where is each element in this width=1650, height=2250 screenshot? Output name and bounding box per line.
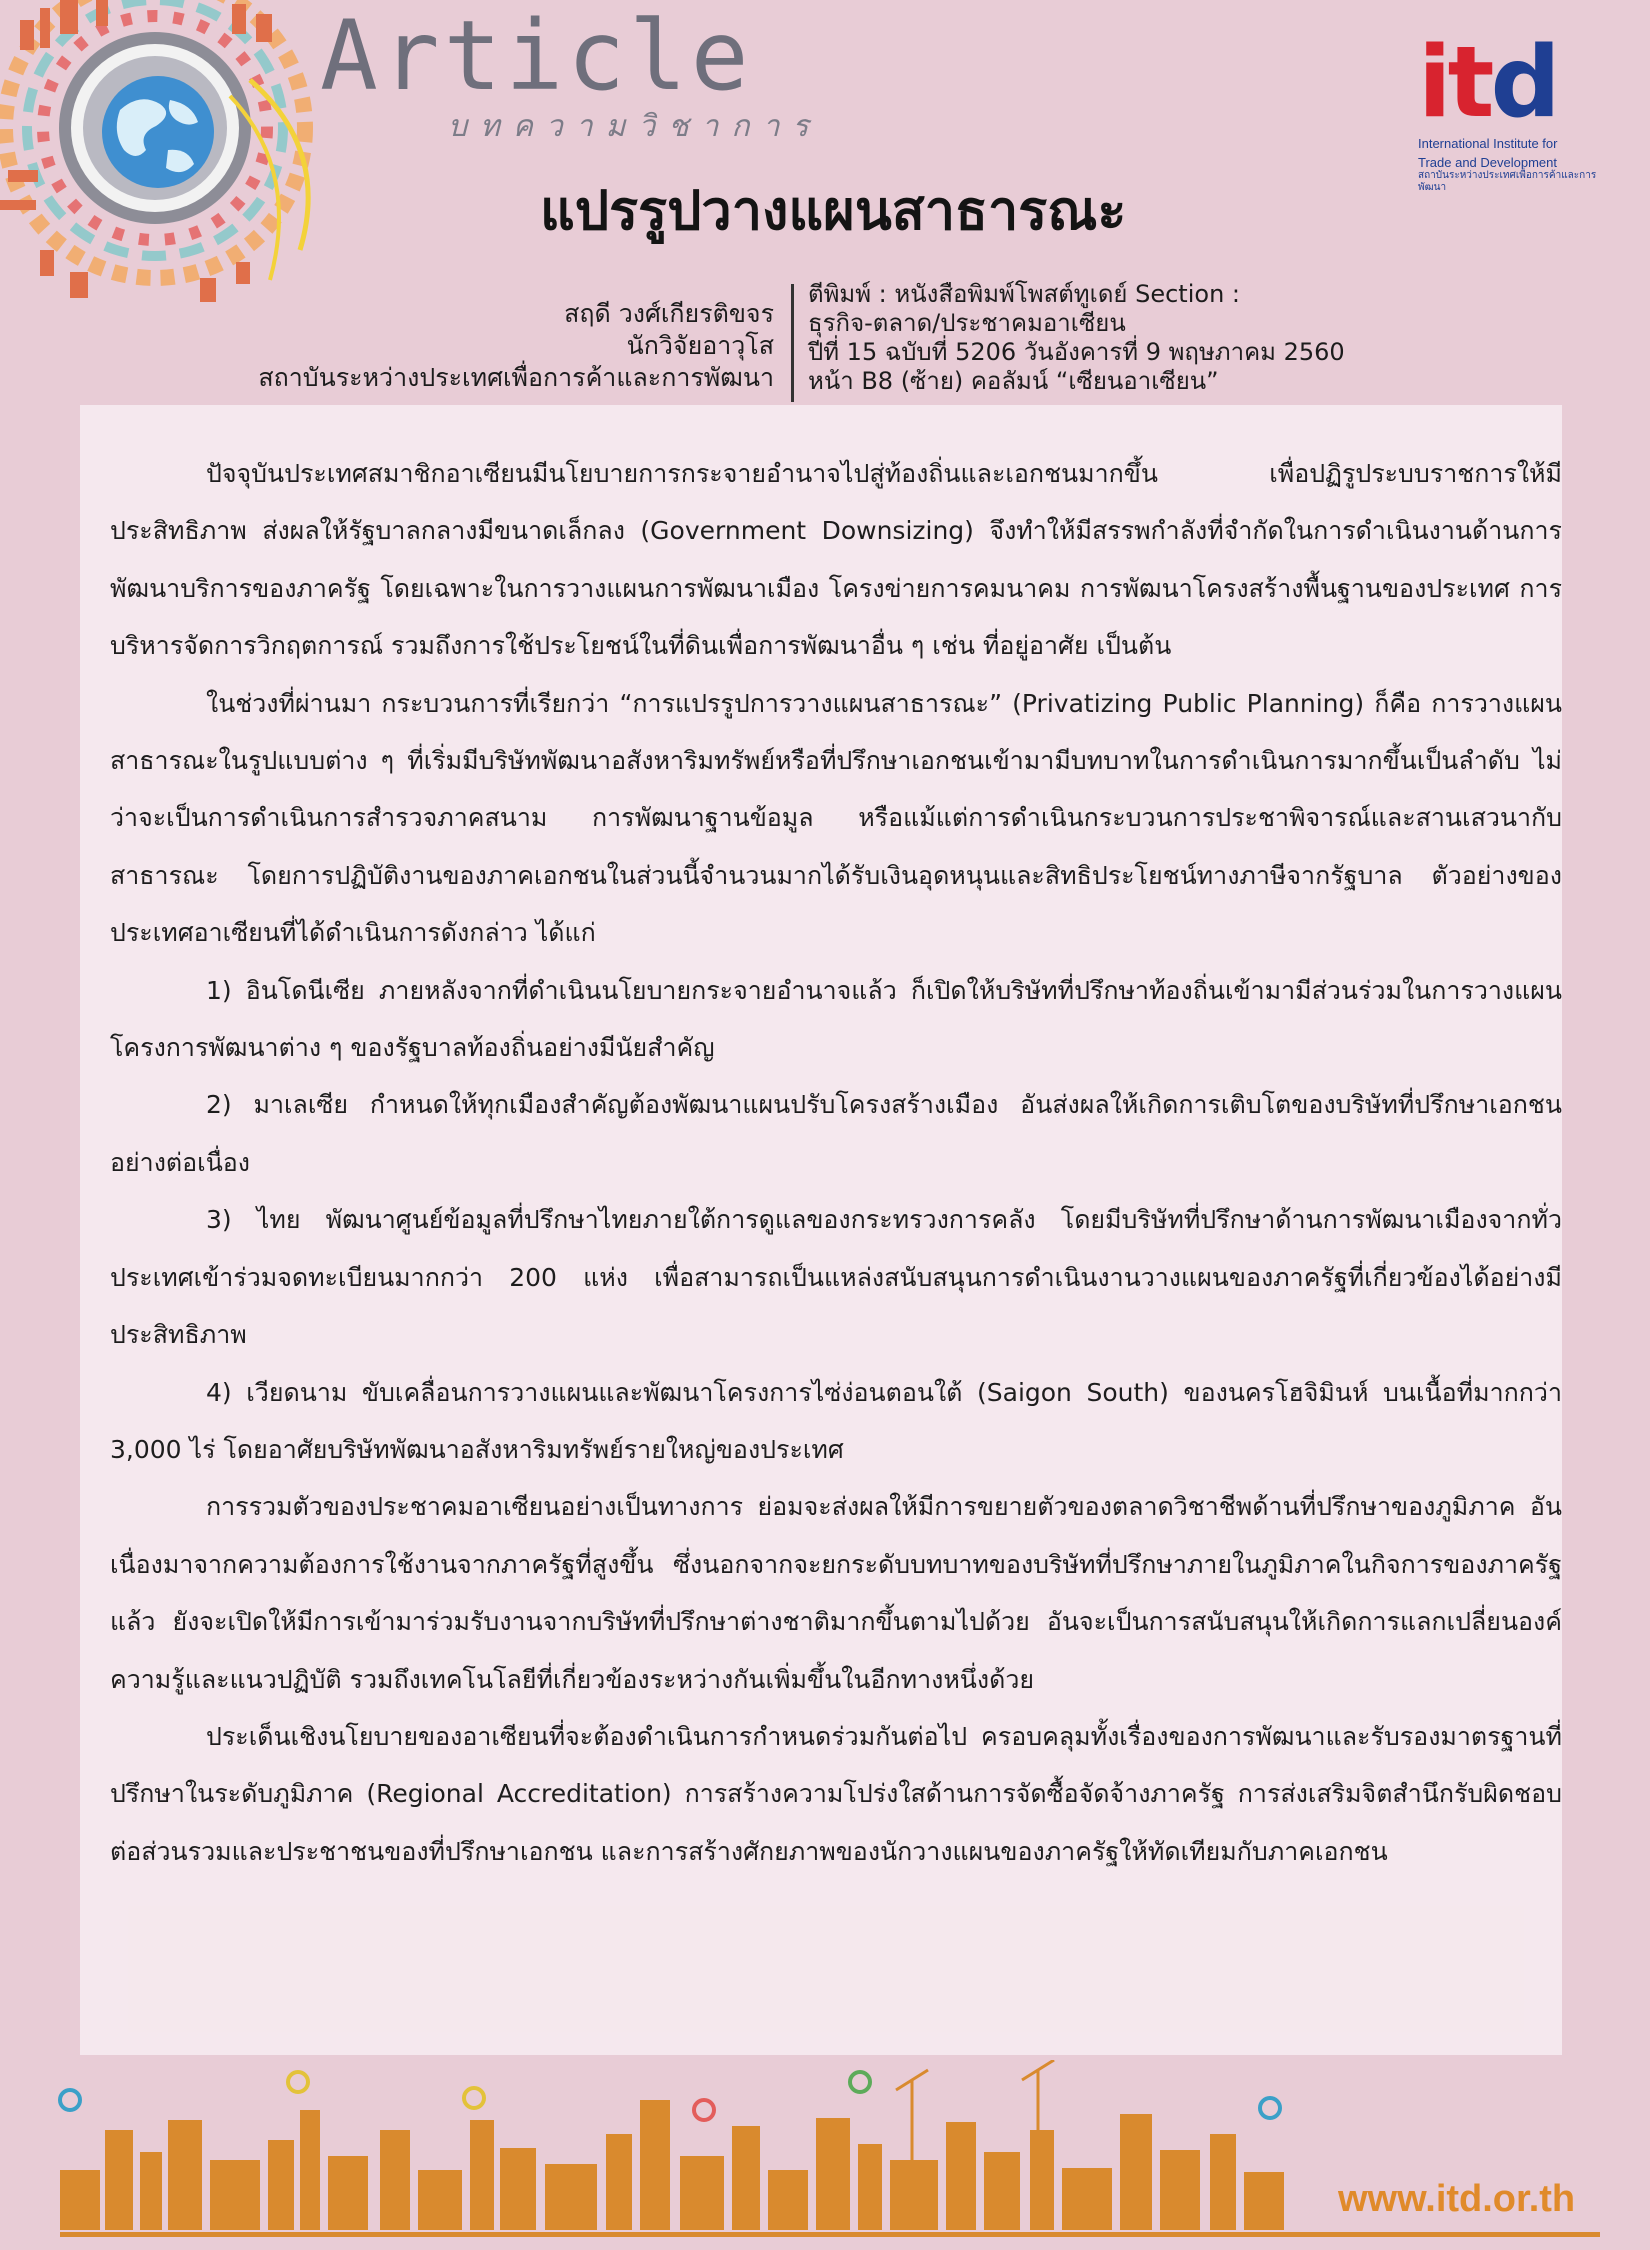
- publication-line-2: ธุรกิจ-ตลาด/ประชาคมอาเซียน: [808, 309, 1126, 337]
- publication-line-4: หน้า B8 (ซ้าย) คอลัมน์ “เซียนอาเซียน”: [808, 367, 1219, 395]
- article-body: [110, 445, 1562, 1880]
- body-paragraph: 3) ไทย พัฒนาศูนย์ข้อมูลที่ปรึกษาไทยภายใต้การดูแลของกระทรวงการคลัง โดยมีบริษัทที่ปรึกษาด้านการพัฒนาเมืองจากทั่วประเทศเข้าร่วมจดทะเบียนมากกว่า 200 แห่ง เพื่อสามารถเป็นแหล่งสนับสนุนการดำเนินงานวางแผนของภาครัฐที่เกี่ยวข้องได้อย่างมีประสิทธิภาพ: [110, 1205, 1562, 1350]
- body-paragraph: ประเด็นเชิงนโยบายของอาเซียนที่จะต้องดำเนินการกำหนดร่วมกันต่อไป ครอบคลุมทั้งเรื่องของการพัฒนาและรับรองมาตรฐานที่ปรึกษาในระดับภูมิภาค (Regional Accreditation) การสร้างความโปร่งใสด้านการจัดซื้อจัดจ้างภาครัฐ การส่งเสริมจิตสำนึกรับผิดชอบต่อส่วนรวมและประชาชนของที่ปรึกษาเอกชน และการสร้างศักยภาพของนักวางแผนของภาครัฐให้ทัดเทียมกับภาคเอกชน: [110, 1721, 1562, 1866]
- globe-icon: [102, 76, 214, 188]
- body-paragraph: ปัจจุบันประเทศสมาชิกอาเซียนมีนโยบายการกระจายอำนาจไปสู่ท้องถิ่นและเอกชนมากขึ้น เพื่อปฏิรูประบบราชการให้มีประสิทธิภาพ ส่งผลให้รัฐบาลกลางมีขนาดเล็กลง (Government Downsizing) จึงทำให้มีสรรพกำลังที่จำกัดในการดำเนินงานด้านการพัฒนาบริการของภาครัฐ โดยเฉพาะในการวางแผนการพัฒนาเมือง โครงข่ายการคมนาคม การพัฒนาโครงสร้างพื้นฐานของประเทศ การบริหารจัดการวิกฤตการณ์ รวมถึงการใช้ประโยชน์ในที่ดินเพื่อการพัฒนาอื่น ๆ เช่น ที่อยู่อาศัย เป็นต้น: [110, 459, 1562, 661]
- itd-logo: [1418, 26, 1618, 194]
- logo-name-line1: International Institute for: [1418, 136, 1558, 151]
- author-byline: [258, 298, 774, 394]
- byline-divider: [791, 284, 794, 402]
- logo-name-line2: Trade and Development: [1418, 155, 1557, 170]
- publication-line-3: ปีที่ 15 ฉบับที่ 5206 วันอังคารที่ 9 พฤษภาคม 2560: [808, 338, 1345, 366]
- body-paragraph: 4) เวียดนาม ขับเคลื่อนการวางแผนและพัฒนาโครงการไซ่ง่อนตอนใต้ (Saigon South) ของนครโฮจิมินห์ บนเนื้อที่มากกว่า 3,000 ไร่ โดยอาศัยบริษัทพัฒนาอสังหาริมทรัพย์รายใหญ่ของประเทศ: [110, 1377, 1562, 1464]
- author-position: นักวิจัยอาวุโส: [626, 331, 774, 360]
- logo-name-thai: สถาบันระหว่างประเทศเพื่อการค้าและการพัฒนา: [1418, 170, 1597, 193]
- body-paragraph: 2) มาเลเซีย กำหนดให้ทุกเมืองสำคัญต้องพัฒนาแผนปรับโครงสร้างเมือง อันส่งผลให้เกิดการเติบโตของบริษัทที่ปรึกษาเอกชนอย่างต่อเนื่อง: [110, 1090, 1562, 1177]
- article-subheading-art: บทความวิชาการ: [448, 109, 822, 144]
- author-name: สฤดี วงศ์เกียรติขจร: [564, 299, 774, 328]
- article-heading-art: Article: [320, 0, 753, 112]
- publication-info: [808, 280, 1345, 396]
- footer-url: www.itd.or.th: [1338, 2178, 1576, 2220]
- body-paragraph: การรวมตัวของประชาคมอาเซียนอย่างเป็นทางการ ย่อมจะส่งผลให้มีการขยายตัวของตลาดวิชาชีพด้านที่ปรึกษาของภูมิภาค อันเนื่องมาจากความต้องการใช้งานจากภาครัฐที่สูงขึ้น ซึ่งนอกจากจะยกระดับบทบาทของบริษัทที่ปรึกษาภายในภูมิภาคในกิจการของภาครัฐแล้ว ยังจะเปิดให้มีการเข้ามาร่วมรับงานจากบริษัทที่ปรึกษาต่างชาติมากขึ้นตามไปด้วย อันจะเป็นการสนับสนุนให้เกิดการแลกเปลี่ยนองค์ความรู้และแนวปฏิบัติ รวมถึงเทคโนโลยีที่เกี่ยวข้องระหว่างกันเพิ่มขึ้นในอีกทางหนึ่งด้วย: [110, 1492, 1562, 1694]
- logo-mark: itd: [1418, 26, 1557, 140]
- body-paragraph: ในช่วงที่ผ่านมา กระบวนการที่เรียกว่า “การแปรรูปการวางแผนสาธารณะ” (Privatizing Public Planning) ก็คือ การวางแผนสาธารณะในรูปแบบต่าง ๆ ที่เริ่มมีบริษัทพัฒนาอสังหาริมทรัพย์หรือที่ปรึกษาเอกชนเข้ามามีบทบาทในการดำเนินการมากขึ้นเป็นลำดับ ไม่ว่าจะเป็นการดำเนินการสำรวจภาคสนาม การพัฒนาฐานข้อมูล หรือแม้แต่การดำเนินกระบวนการประชาพิจารณ์และสานเสวนากับสาธารณะ โดยการปฏิบัติงานของภาคเอกชนในส่วนนี้จำนวนมากได้รับเงินอุดหนุนและสิทธิประโยชน์ทางภาษีจากรัฐบาล ตัวอย่างของประเทศอาเซียนที่ได้ดำเนินการดังกล่าว ได้แก่: [110, 688, 1562, 948]
- footer-skyline-artwork: [0, 2060, 1650, 2250]
- footer-buildings: [60, 2100, 1284, 2230]
- body-paragraph: 1) อินโดนีเซีย ภายหลังจากที่ดำเนินนโยบายกระจายอำนาจแล้ว ก็เปิดให้บริษัทที่ปรึกษาท้องถิ่นเข้ามามีส่วนร่วมในการวางแผนโครงการพัฒนาต่าง ๆ ของรัฐบาลท้องถิ่นอย่างมีนัยสำคัญ: [110, 975, 1562, 1063]
- footer-baseline: [60, 2232, 1600, 2237]
- author-organization: สถาบันระหว่างประเทศเพื่อการค้าและการพัฒนา: [258, 363, 774, 392]
- publication-line-1: ตีพิมพ์ : หนังสือพิมพ์โพสต์ทูเดย์ Section :: [808, 280, 1240, 308]
- page-title: แปรรูปวางแผนสาธารณะ: [540, 179, 1127, 242]
